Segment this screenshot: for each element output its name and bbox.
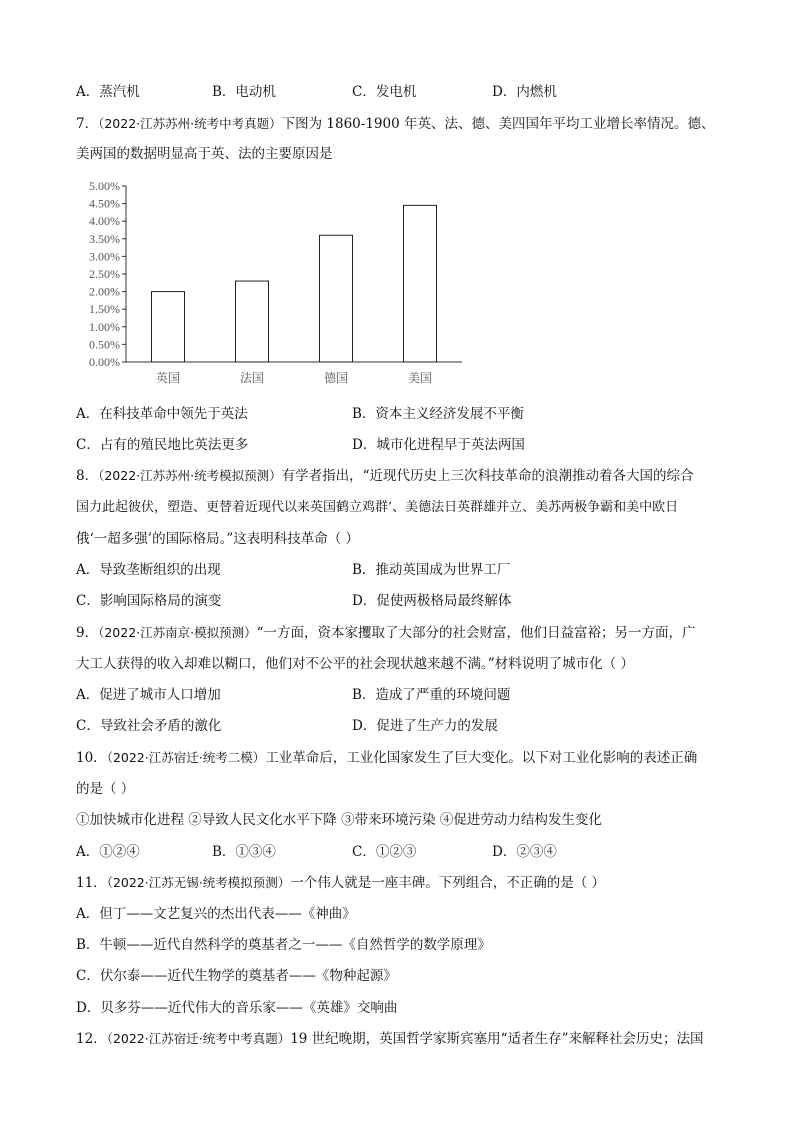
q8-source: （2022·江苏苏州·统考模拟预测） xyxy=(98,468,282,483)
q11-number: 11． xyxy=(76,875,107,891)
q10-items: ①加快城市化进程 ②导致人民文化水平下降 ③带来环境污染 ④促进劳动力结构发生变化 xyxy=(76,812,602,828)
y-tick-label: 0.00% xyxy=(89,355,120,369)
q10-number: 10． xyxy=(76,750,107,766)
bar-1 xyxy=(236,281,269,362)
industrial-growth-bar-chart xyxy=(76,176,476,390)
q9-stem-line1 xyxy=(76,623,696,643)
q9-text: “一方面，资本家攫取了大部分的社会财富，他们日益富裕；另一方面，广 xyxy=(256,625,696,641)
bar-0 xyxy=(152,292,185,362)
q12-text: 19 世纪晚期，英国哲学家斯宾塞用“适者生存”来解释社会历史；法国 xyxy=(290,1031,704,1047)
q10-option-d: D．②③④ xyxy=(492,844,557,860)
q12-stem-line1 xyxy=(76,1029,703,1049)
q6-option-c: C．发电机 xyxy=(352,84,417,100)
q7-source: （2022·江苏苏州·统考中考真题） xyxy=(98,116,282,131)
x-tick-label: 美国 xyxy=(407,371,433,385)
y-tick-label: 1.00% xyxy=(89,319,120,334)
q9-option-c: C．导致社会矛盾的激化 xyxy=(76,718,222,734)
q9-stem-line2: 大工人获得的收入却难以糊口，他们对不公平的社会现状越来越不满。”材料说明了城市化（ ） xyxy=(76,656,634,672)
y-tick-label: 3.50% xyxy=(89,231,120,246)
q6-option-d: D．内燃机 xyxy=(492,84,557,100)
q11-option-b: B．牛顿——近代自然科学的奠基者之一——《自然哲学的数学原理》 xyxy=(76,937,491,953)
y-tick-label: 2.50% xyxy=(89,267,120,281)
q8-text: 有学者指出，“近现代历史上三次科技革命的浪潮推动着各大国的综合 xyxy=(281,468,694,484)
q9-number: 9． xyxy=(76,625,99,641)
q7-option-b: B．资本主义经济发展不平衡 xyxy=(352,406,524,422)
q10-option-c: C．①②③ xyxy=(352,844,417,860)
bar-2 xyxy=(320,235,353,362)
q12-number: 12． xyxy=(76,1031,107,1047)
q9-option-a: A．促进了城市人口增加 xyxy=(76,687,221,703)
q10-stem-line2: 的是（ ） xyxy=(76,781,135,797)
q11-option-a: A．但丁——文艺复兴的杰出代表——《神曲》 xyxy=(76,906,356,922)
q11-option-c: C．伏尔泰——近代生物学的奠基者——《物种起源》 xyxy=(76,968,397,984)
q10-stem-line1 xyxy=(76,748,697,768)
q7-stem-line1 xyxy=(76,114,714,134)
bars xyxy=(152,205,437,362)
q9-option-b: B．造成了严重的环境问题 xyxy=(352,687,511,703)
x-tick-label: 法国 xyxy=(239,371,265,385)
q7-stem-line2: 美两国的数据明显高于英、法的主要原因是 xyxy=(76,146,333,162)
bar-3 xyxy=(404,205,437,362)
q8-option-a: A．导致垄断组织的出现 xyxy=(76,562,221,578)
q8-option-c: C．影响国际格局的演变 xyxy=(76,593,222,609)
q6-option-a: A．蒸汽机 xyxy=(76,84,140,100)
q9-source: （2022·江苏南京·模拟预测） xyxy=(98,625,257,640)
q10-option-b: B．①③④ xyxy=(212,844,276,860)
q9-option-d: D．促进了生产力的发展 xyxy=(352,718,498,734)
q8-number: 8． xyxy=(76,468,99,484)
y-tick-label: 1.50% xyxy=(89,302,120,317)
y-tick-label: 2.00% xyxy=(89,284,120,299)
y-tick-label: 4.50% xyxy=(89,196,120,211)
q11-option-d: D．贝多芬——近代伟大的音乐家——《英雄》交响曲 xyxy=(76,1000,398,1016)
y-tick-label: 5.00% xyxy=(89,179,120,193)
q8-stem-line2: 国力此起彼伏，塑造、更替着近现代以来英国鹤立鸡群’、美德法日英群雄并立、美苏两极争霸和美中欧日 xyxy=(76,500,679,515)
q6-option-b: B．电动机 xyxy=(212,84,276,100)
q10-text: 工业革命后，工业化国家发生了巨大变化。以下对工业化影响的表述正确 xyxy=(265,750,698,766)
q7-option-c: C．占有的殖民地比英法更多 xyxy=(76,437,249,453)
y-tick-label: 0.50% xyxy=(89,337,120,352)
q8-option-d: D．促使两极格局最终解体 xyxy=(352,593,512,609)
q11-text: 一个伟人就是一座丰碑。下列组合，不正确的是（ ） xyxy=(290,875,605,891)
x-tick-label: 英国 xyxy=(155,371,181,385)
q7-option-d: D．城市化进程早于英法两国 xyxy=(352,437,525,453)
q8-stem-line1 xyxy=(76,466,694,486)
x-axis-labels xyxy=(156,370,432,385)
q11-source: （2022·江苏无锡·统考模拟预测） xyxy=(106,875,291,890)
q11-stem xyxy=(76,873,605,893)
q8-stem-line3: 俄‘一超多强’的国际格局。”这表明科技革命（ ） xyxy=(76,531,360,547)
y-tick-label: 4.00% xyxy=(89,214,120,229)
q10-option-a: A．①②④ xyxy=(76,844,140,860)
x-tick-label: 德国 xyxy=(323,371,349,385)
q10-source: （2022·江苏宿迁·统考二模） xyxy=(106,750,266,765)
q12-source: （2022·江苏宿迁·统考中考真题） xyxy=(106,1031,291,1046)
y-axis-ticks xyxy=(89,179,126,369)
q7-number: 7． xyxy=(76,116,99,132)
q7-text: 下图为 1860-1900 年英、法、德、美四国年平均工业增长率情况。德、 xyxy=(281,116,715,132)
q7-option-a: A．在科技革命中领先于英法 xyxy=(76,406,248,422)
q8-option-b: B．推动英国成为世界工厂 xyxy=(352,562,511,578)
y-tick-label: 3.00% xyxy=(89,249,120,264)
